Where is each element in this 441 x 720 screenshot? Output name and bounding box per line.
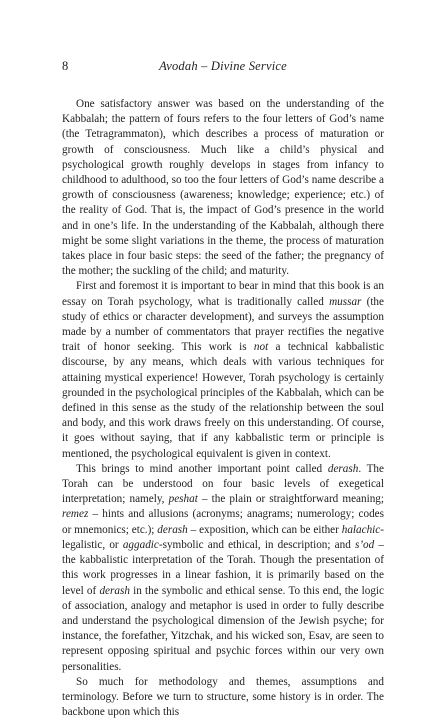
italic-term: remez: [62, 508, 89, 521]
text-run: . The Torah can be understood on four basic levels of exegetical interpretation; namely,: [62, 462, 384, 506]
paragraph: [62, 675, 384, 720]
text-run: a technical kabbalistic discourse, by any means, which deals with various techniques for attaining mystical experience! However, Torah psychology is certainly grounded in the psychological principles of the Kabbalah, which can be defined in this sense as the study of the relationship between the soul and body, and this work draws freely on this understanding. Of course, it goes without saying, that if any kabbalistic term or principle is mentioned, the psychological equivalent is given in context.: [62, 341, 384, 460]
italic-term: derash: [99, 584, 130, 597]
text-run: -legalistic, or: [62, 523, 384, 551]
text-run: – hints and allusions (acronyms; anagrams; numerology; codes or mnemonics; etc.);: [62, 508, 384, 536]
page-header: [62, 59, 384, 75]
text-run: -symbolic and ethical, in description; and: [158, 538, 355, 551]
paragraph: [62, 97, 384, 279]
italic-term: derash: [157, 523, 188, 536]
text-run: So much for methodology and themes, assumptions and terminology. Before we turn to structure, some history is in order. The backbone upon which this: [62, 675, 384, 719]
italic-term: derash: [327, 462, 359, 475]
italic-term: peshat: [168, 493, 198, 506]
italic-term: halachic: [341, 523, 381, 536]
italic-term: s’od: [354, 538, 375, 551]
paragraph: [62, 462, 384, 675]
text-run: One satisfactory answer was based on the understanding of the Kabbalah; the pattern of fours refers to the four letters of God’s name (the Tetragrammaton), which describes a process of maturation or growth of consciousness. Much like a child’s physical and psychological growth roughly develops in stages from infancy to childhood to adulthood, so too the four letters of God’s name describe a growth of consciousness (awareness; knowledge; experience; etc.) of the reality of God. That is, the impact of God’s presence in the world and in one’s life. In the understanding of the Kabbalah, although there might be some slight variations in the theme, the process of maturation takes place in four basic steps: the seed of the father; the pregnancy of the mother; the suckling of the child; and maturity.: [62, 98, 384, 278]
paragraph: [62, 279, 384, 461]
text-run: First and foremost it is important to bear in mind that this book is an essay on Torah psychology, what is traditionally called: [62, 280, 384, 308]
body-text: [62, 97, 384, 720]
running-head: Avodah – Divine Service: [159, 59, 287, 73]
page-number: 8: [62, 59, 69, 73]
text-run: – exposition, which can be either: [187, 523, 342, 536]
text-run: This brings to mind another important point called: [76, 462, 328, 475]
italic-term: aggadic: [122, 538, 159, 551]
italic-term: not: [253, 341, 269, 354]
text-run: – the kabbalistic interpretation of the Torah. Though the presentation of this work progresses in a linear fashion, it is primarily based on the level of: [62, 538, 384, 597]
text-run: in the symbolic and ethical sense. To this end, the logic of association, analogy and metaphor is used in order to fully describe and understand the psychological dimension of the Jewish psyche; for instance, the forefather, Yitzchak, and his wicked son, Esav, are seen to represent opposing spiritual and psychic forces within our very own personalities.: [62, 584, 385, 673]
italic-term: mussar: [329, 295, 362, 308]
text-run: (the study of ethics or character development), and surveys the assumption made by a number of commentators that prayer rectifies the negative trait of honor seeking. This work is: [62, 295, 384, 354]
text-run: – the plain or straightforward meaning;: [197, 493, 385, 506]
